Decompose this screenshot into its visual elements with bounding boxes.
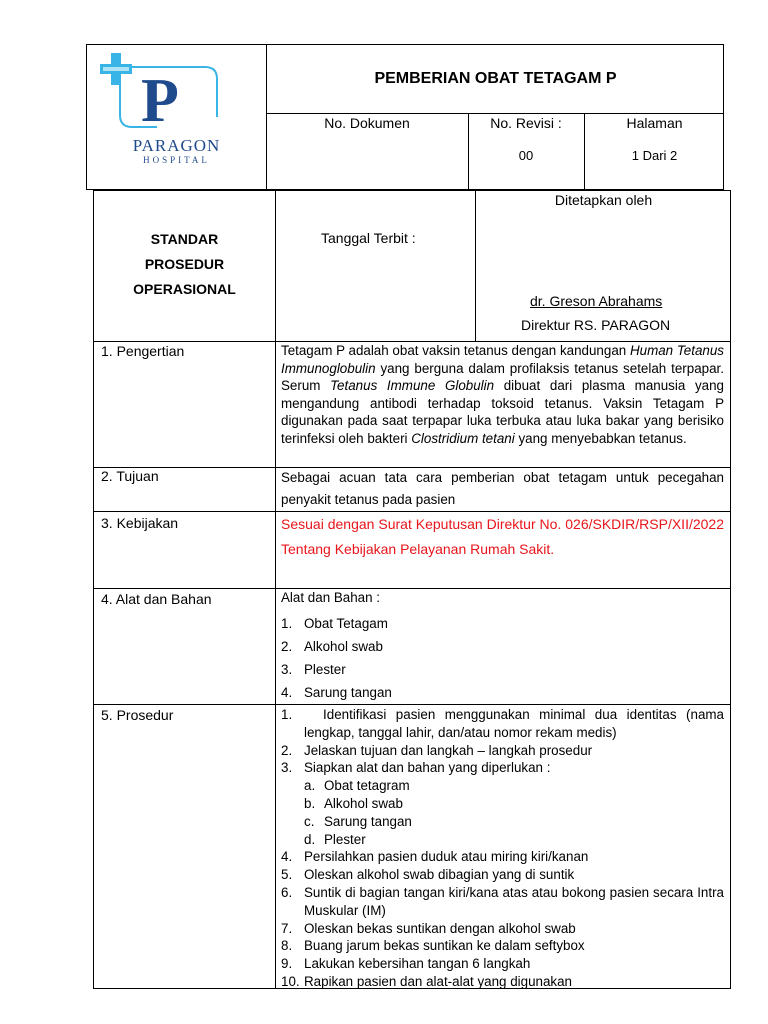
alat-bahan-heading: Alat dan Bahan : <box>281 590 381 605</box>
list-item: a. Obat tetagram <box>304 778 410 794</box>
list-item: 4. Sarung tangan <box>281 685 392 700</box>
halaman-label: Halaman <box>626 115 683 131</box>
no-dokumen-label: No. Dokumen <box>324 115 410 131</box>
list-item: 3. Siapkan alat dan bahan yang diperlukan : <box>281 760 551 776</box>
kebijakan-label: 3. Kebijakan <box>101 515 179 531</box>
logo-subtitle: HOSPITAL <box>143 155 210 165</box>
sop-heading: STANDAR PROSEDUR OPERASIONAL <box>133 231 236 297</box>
tujuan-text: Sebagai acuan tata cara pemberian obat tetagam untuk pecegahan penyakit tetanus pada pasien <box>281 470 724 507</box>
sop-table <box>93 190 731 989</box>
logo-mark-icon <box>87 45 266 145</box>
list-item: 2. Jelaskan tujuan dan langkah – langkah prosedur <box>281 742 593 758</box>
list-item: c. Sarung tangan <box>304 813 412 829</box>
ditetapkan-label: Ditetapkan oleh <box>554 192 653 208</box>
kebijakan-text: Sesuai dengan Surat Keputusan Direktur No. 026/SKDIR/RSP/XII/2022 Tentang Kebijakan Pelayanan Rumah Sakit. <box>281 516 724 557</box>
list-item: 2. Alkohol swab <box>281 639 383 654</box>
signer-title: Direktur RS. PARAGON <box>521 317 671 333</box>
no-revisi-value: 00 <box>518 148 534 163</box>
list-item: 1. Identifikasi pasien menggunakan minimal dua identitas (nama lengkap, tanggal lahir, dan/atau nomor rekam medis) <box>281 707 728 740</box>
list-item: 5. Oleskan alkohol swab dibagian yang di suntik <box>281 867 575 883</box>
list-item: d. Plester <box>304 831 366 847</box>
list-item: 4. Persilahkan pasien duduk atau miring kiri/kanan <box>281 849 589 865</box>
prosedur-label: 5. Prosedur <box>101 707 174 723</box>
pengertian-text: Tetagam P adalah obat vaksin tetanus dengan kandungan Human Tetanus Immunoglobulin yang berguna dalam profilaksis tetanus setelah terpapar. Serum Tetanus Immune Globulin dibuat dari plasma manusia yang mengandung antibodi terhadap toksoid tetanus. Vaksin Tetagam P digunakan pada saat terpapar luka terbuka atau luka bakar yang berisiko terinfeksi oleh bakteri Clostridium tetani yang menyebabkan tetanus. <box>281 343 724 446</box>
pengertian-label: 1. Pengertian <box>101 343 185 359</box>
list-item: 6. Suntik di bagian tangan kiri/kana atas atau bokong pasien secara Intra Muskular (IM) <box>281 884 724 918</box>
document-header <box>86 44 724 190</box>
logo-name: PARAGON <box>132 136 221 155</box>
prosedur-content <box>281 706 728 991</box>
tujuan-label: 2. Tujuan <box>101 468 159 484</box>
signer-name: dr. Greson Abrahams <box>530 293 663 309</box>
alat-bahan-content <box>281 589 724 704</box>
hospital-logo <box>87 45 266 191</box>
list-item: 10. Rapikan pasien dan alat-alat yang digunakan <box>281 973 573 989</box>
list-item: 7. Oleskan bekas suntikan dengan alkohol swab <box>281 920 576 936</box>
list-item: 9. Lakukan kebersihan tangan 6 langkah <box>281 956 531 972</box>
alat-bahan-label: 4. Alat dan Bahan <box>101 591 212 607</box>
svg-text:P: P <box>141 67 179 135</box>
document-title: PEMBERIAN OBAT TETAGAM P <box>374 70 617 87</box>
tanggal-terbit-label: Tanggal Terbit : <box>321 230 416 246</box>
no-revisi-label: No. Revisi : <box>490 115 562 131</box>
list-item: 8. Buang jarum bekas suntikan ke dalam seftybox <box>281 938 585 954</box>
halaman-value: 1 Dari 2 <box>631 148 678 163</box>
list-item: 3. Plester <box>281 662 346 677</box>
list-item: b. Alkohol swab <box>304 795 403 811</box>
list-item: 1. Obat Tetagam <box>281 616 388 631</box>
